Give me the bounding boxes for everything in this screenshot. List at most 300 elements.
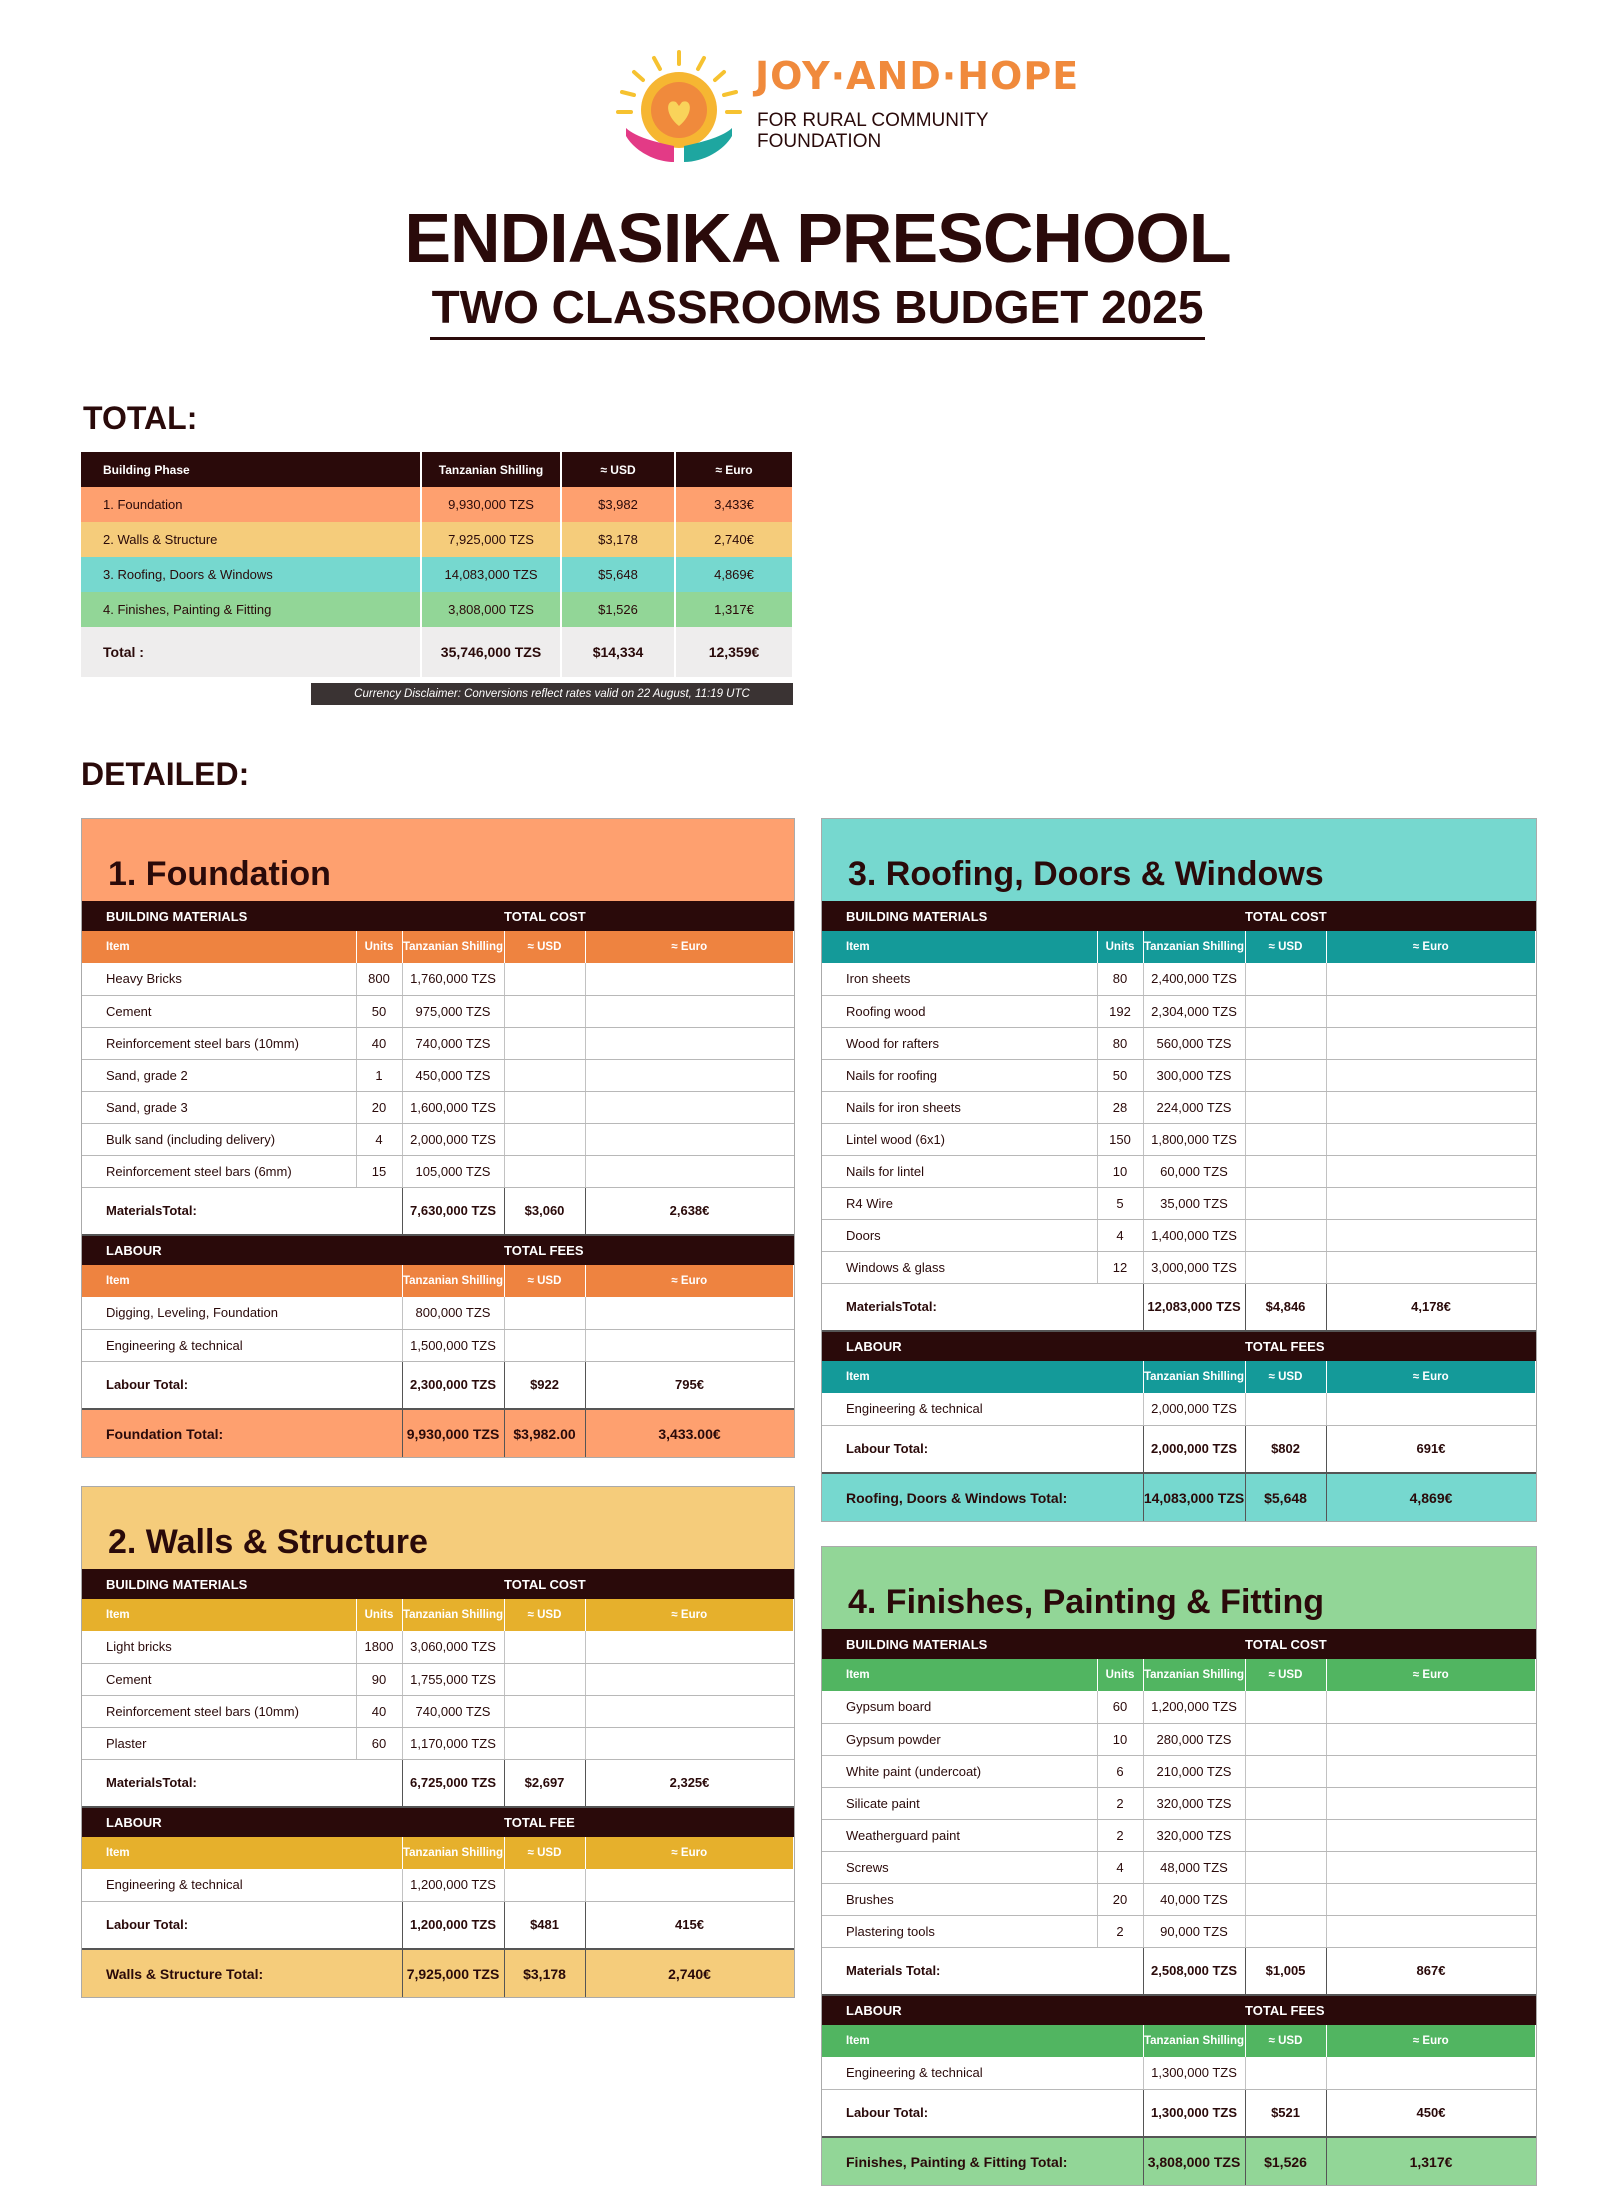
column-header: Item bbox=[822, 1361, 1143, 1393]
item-usd bbox=[1245, 995, 1326, 1027]
table-row bbox=[82, 995, 794, 1027]
materials-section-header bbox=[82, 901, 794, 931]
item-eur bbox=[1326, 1059, 1535, 1091]
labour-item-name: Engineering & technical bbox=[82, 1329, 402, 1361]
labour-label: LABOUR bbox=[822, 1331, 1245, 1361]
item-tzs: 48,000 TZS bbox=[1143, 1851, 1245, 1883]
summary-total-label: Total : bbox=[81, 627, 421, 677]
item-eur bbox=[585, 1631, 793, 1663]
column-header: Tanzanian Shilling bbox=[1143, 931, 1245, 963]
item-units: 15 bbox=[356, 1155, 402, 1187]
item-usd bbox=[1245, 1155, 1326, 1187]
labour-total-row bbox=[82, 1361, 794, 1409]
item-usd bbox=[1245, 1723, 1326, 1755]
summary-row bbox=[81, 592, 793, 627]
grand-total-eur: 3,433.00€ bbox=[585, 1409, 793, 1457]
item-units: 50 bbox=[356, 995, 402, 1027]
labour-column-header bbox=[822, 2025, 1536, 2057]
item-units: 10 bbox=[1097, 1723, 1143, 1755]
item-name: Gypsum powder bbox=[822, 1723, 1097, 1755]
table-row bbox=[822, 1251, 1536, 1283]
labour-total-eur: 691€ bbox=[1326, 1425, 1535, 1473]
labour-item-tzs: 1,300,000 TZS bbox=[1143, 2057, 1245, 2089]
materials-total-usd: $2,697 bbox=[504, 1759, 585, 1807]
item-name: Bulk sand (including delivery) bbox=[82, 1123, 356, 1155]
materials-cost-label: TOTAL COST bbox=[1245, 901, 1535, 931]
labour-item-tzs: 800,000 TZS bbox=[402, 1297, 504, 1329]
item-eur bbox=[585, 995, 793, 1027]
item-eur bbox=[585, 1091, 793, 1123]
grand-total-eur: 1,317€ bbox=[1326, 2137, 1535, 2185]
table-row bbox=[82, 1329, 794, 1361]
summary-header-cell: Building Phase bbox=[81, 452, 421, 487]
summary-cell-phase: 1. Foundation bbox=[81, 487, 421, 522]
summary-cell-phase: 3. Roofing, Doors & Windows bbox=[81, 557, 421, 592]
column-header: Tanzanian Shilling bbox=[1143, 1659, 1245, 1691]
item-name: Nails for lintel bbox=[822, 1155, 1097, 1187]
item-units: 2 bbox=[1097, 1787, 1143, 1819]
item-tzs: 210,000 TZS bbox=[1143, 1755, 1245, 1787]
item-tzs: 320,000 TZS bbox=[1143, 1819, 1245, 1851]
column-header: ≈ Euro bbox=[585, 1265, 793, 1297]
item-name: Reinforcement steel bars (10mm) bbox=[82, 1027, 356, 1059]
labour-item-tzs: 1,200,000 TZS bbox=[402, 1869, 504, 1901]
table-row bbox=[82, 1727, 794, 1759]
table-row bbox=[822, 1219, 1536, 1251]
summary-total-usd: $14,334 bbox=[561, 627, 675, 677]
item-tzs: 105,000 TZS bbox=[402, 1155, 504, 1187]
item-eur bbox=[1326, 1027, 1535, 1059]
item-tzs: 1,200,000 TZS bbox=[1143, 1691, 1245, 1723]
summary-cell-phase: 4. Finishes, Painting & Fitting bbox=[81, 592, 421, 627]
item-usd bbox=[1245, 963, 1326, 995]
labour-total-tzs: 2,000,000 TZS bbox=[1143, 1425, 1245, 1473]
column-header: ≈ USD bbox=[1245, 1659, 1326, 1691]
labour-total-label: Labour Total: bbox=[82, 1901, 402, 1949]
item-usd bbox=[1245, 1787, 1326, 1819]
materials-total-eur: 4,178€ bbox=[1326, 1283, 1535, 1331]
column-header: ≈ USD bbox=[504, 1265, 585, 1297]
materials-cost-label: TOTAL COST bbox=[504, 1569, 793, 1599]
labour-column-header bbox=[822, 1361, 1536, 1393]
labour-total-eur: 795€ bbox=[585, 1361, 793, 1409]
item-units: 4 bbox=[356, 1123, 402, 1155]
item-tzs: 3,000,000 TZS bbox=[1143, 1251, 1245, 1283]
table-row bbox=[822, 995, 1536, 1027]
materials-column-header bbox=[82, 1599, 794, 1631]
labour-cost-label: TOTAL FEES bbox=[1245, 1331, 1535, 1361]
item-name: Plastering tools bbox=[822, 1915, 1097, 1947]
item-units: 12 bbox=[1097, 1251, 1143, 1283]
labour-item-name: Engineering & technical bbox=[822, 1393, 1143, 1425]
item-units: 1 bbox=[356, 1059, 402, 1091]
labour-total-usd: $802 bbox=[1245, 1425, 1326, 1473]
labour-column-header bbox=[82, 1837, 794, 1869]
item-units: 2 bbox=[1097, 1915, 1143, 1947]
item-name: Cement bbox=[82, 995, 356, 1027]
summary-header-cell: ≈ USD bbox=[561, 452, 675, 487]
column-header: Tanzanian Shilling bbox=[402, 1837, 504, 1869]
labour-total-row bbox=[82, 1901, 794, 1949]
item-name: White paint (undercoat) bbox=[822, 1755, 1097, 1787]
labour-total-tzs: 1,300,000 TZS bbox=[1143, 2089, 1245, 2137]
labour-item-usd bbox=[504, 1869, 585, 1901]
labour-total-eur: 450€ bbox=[1326, 2089, 1535, 2137]
item-eur bbox=[585, 1695, 793, 1727]
column-header: Tanzanian Shilling bbox=[1143, 2025, 1245, 2057]
item-units: 1800 bbox=[356, 1631, 402, 1663]
item-units: 4 bbox=[1097, 1219, 1143, 1251]
column-header: ≈ Euro bbox=[1326, 1361, 1535, 1393]
item-units: 4 bbox=[1097, 1851, 1143, 1883]
section-card-foundation bbox=[81, 818, 795, 1458]
summary-header-row bbox=[81, 452, 793, 487]
item-name: Sand, grade 2 bbox=[82, 1059, 356, 1091]
labour-total-label: Labour Total: bbox=[822, 2089, 1143, 2137]
item-usd bbox=[1245, 1851, 1326, 1883]
column-header: ≈ Euro bbox=[585, 1837, 793, 1869]
summary-cell-tzs: 9,930,000 TZS bbox=[421, 487, 561, 522]
materials-total-tzs: 2,508,000 TZS bbox=[1143, 1947, 1245, 1995]
item-tzs: 1,400,000 TZS bbox=[1143, 1219, 1245, 1251]
section-title: 3. Roofing, Doors & Windows bbox=[822, 819, 1536, 901]
section-card-finishes bbox=[821, 1546, 1537, 2186]
item-eur bbox=[1326, 963, 1535, 995]
labour-cost-label: TOTAL FEES bbox=[1245, 1995, 1535, 2025]
item-tzs: 2,000,000 TZS bbox=[402, 1123, 504, 1155]
item-name: Weatherguard paint bbox=[822, 1819, 1097, 1851]
item-name: Roofing wood bbox=[822, 995, 1097, 1027]
materials-total-tzs: 6,725,000 TZS bbox=[402, 1759, 504, 1807]
foundation-logo bbox=[600, 40, 1080, 170]
summary-header-cell: ≈ Euro bbox=[675, 452, 793, 487]
item-tzs: 3,060,000 TZS bbox=[402, 1631, 504, 1663]
summary-cell-eur: 2,740€ bbox=[675, 522, 793, 557]
grand-total-label: Finishes, Painting & Fitting Total: bbox=[822, 2137, 1143, 2185]
section-grand-total-row bbox=[822, 1473, 1536, 1521]
section-title: 4. Finishes, Painting & Fitting bbox=[822, 1547, 1536, 1629]
column-header: ≈ USD bbox=[504, 1599, 585, 1631]
table-row bbox=[822, 1915, 1536, 1947]
table-row bbox=[822, 1723, 1536, 1755]
item-eur bbox=[1326, 1787, 1535, 1819]
table-row bbox=[822, 1155, 1536, 1187]
labour-total-eur: 415€ bbox=[585, 1901, 793, 1949]
item-eur bbox=[1326, 1723, 1535, 1755]
item-name: Windows & glass bbox=[822, 1251, 1097, 1283]
page-subtitle bbox=[0, 280, 1600, 334]
grand-total-usd: $3,178 bbox=[504, 1949, 585, 1997]
summary-row bbox=[81, 487, 793, 522]
summary-cell-tzs: 7,925,000 TZS bbox=[421, 522, 561, 557]
item-name: R4 Wire bbox=[822, 1187, 1097, 1219]
summary-cell-eur: 3,433€ bbox=[675, 487, 793, 522]
table-row bbox=[82, 1091, 794, 1123]
item-tzs: 2,400,000 TZS bbox=[1143, 963, 1245, 995]
item-tzs: 1,600,000 TZS bbox=[402, 1091, 504, 1123]
column-header: ≈ Euro bbox=[1326, 931, 1535, 963]
materials-label: BUILDING MATERIALS bbox=[822, 901, 1245, 931]
item-tzs: 35,000 TZS bbox=[1143, 1187, 1245, 1219]
section-table bbox=[822, 1629, 1536, 2185]
summary-header-cell: Tanzanian Shilling bbox=[421, 452, 561, 487]
materials-total-row bbox=[82, 1759, 794, 1807]
materials-column-header bbox=[82, 931, 794, 963]
item-eur bbox=[585, 1727, 793, 1759]
item-usd bbox=[1245, 1883, 1326, 1915]
table-row bbox=[82, 1027, 794, 1059]
item-tzs: 90,000 TZS bbox=[1143, 1915, 1245, 1947]
item-eur bbox=[1326, 1755, 1535, 1787]
item-eur bbox=[1326, 1155, 1535, 1187]
column-header: ≈ USD bbox=[1245, 931, 1326, 963]
labour-label: LABOUR bbox=[82, 1807, 504, 1837]
labour-item-name: Engineering & technical bbox=[82, 1869, 402, 1901]
item-tzs: 1,800,000 TZS bbox=[1143, 1123, 1245, 1155]
item-tzs: 560,000 TZS bbox=[1143, 1027, 1245, 1059]
item-units: 800 bbox=[356, 963, 402, 995]
labour-item-eur bbox=[1326, 2057, 1535, 2089]
summary-total-eur: 12,359€ bbox=[675, 627, 793, 677]
column-header: ≈ USD bbox=[504, 931, 585, 963]
grand-total-tzs: 14,083,000 TZS bbox=[1143, 1473, 1245, 1521]
labour-total-tzs: 2,300,000 TZS bbox=[402, 1361, 504, 1409]
item-units: 50 bbox=[1097, 1059, 1143, 1091]
item-usd bbox=[1245, 1251, 1326, 1283]
table-row bbox=[822, 1883, 1536, 1915]
column-header: Item bbox=[82, 1599, 356, 1631]
item-usd bbox=[504, 963, 585, 995]
item-name: Cement bbox=[82, 1663, 356, 1695]
table-row bbox=[82, 1155, 794, 1187]
item-usd bbox=[1245, 1219, 1326, 1251]
materials-cost-label: TOTAL COST bbox=[504, 901, 793, 931]
total-section-label: TOTAL: bbox=[83, 400, 198, 436]
table-row bbox=[822, 1091, 1536, 1123]
summary-row bbox=[81, 522, 793, 557]
page-subtitle-text: TWO CLASSROOMS BUDGET 2025 bbox=[430, 281, 1206, 340]
section-card-roofing bbox=[821, 818, 1537, 1522]
column-header: Item bbox=[82, 1265, 402, 1297]
table-row bbox=[82, 1869, 794, 1901]
materials-total-row bbox=[822, 1947, 1536, 1995]
item-eur bbox=[1326, 1915, 1535, 1947]
column-header: ≈ Euro bbox=[585, 1599, 793, 1631]
item-name: Silicate paint bbox=[822, 1787, 1097, 1819]
item-name: Reinforcement steel bars (6mm) bbox=[82, 1155, 356, 1187]
item-units: 60 bbox=[1097, 1691, 1143, 1723]
item-name: Iron sheets bbox=[822, 963, 1097, 995]
table-row bbox=[82, 963, 794, 995]
table-row bbox=[82, 1059, 794, 1091]
org-subtitle: FOR RURAL COMMUNITY FOUNDATION bbox=[757, 110, 989, 152]
column-header: Item bbox=[822, 2025, 1143, 2057]
org-name: JOY·AND·HOPE bbox=[755, 54, 1080, 98]
item-usd bbox=[504, 1091, 585, 1123]
labour-total-usd: $922 bbox=[504, 1361, 585, 1409]
item-eur bbox=[585, 1027, 793, 1059]
item-eur bbox=[585, 1059, 793, 1091]
materials-cost-label: TOTAL COST bbox=[1245, 1629, 1535, 1659]
item-tzs: 300,000 TZS bbox=[1143, 1059, 1245, 1091]
section-grand-total-row bbox=[822, 2137, 1536, 2185]
materials-label: BUILDING MATERIALS bbox=[82, 1569, 504, 1599]
column-header: Tanzanian Shilling bbox=[402, 931, 504, 963]
item-units: 2 bbox=[1097, 1819, 1143, 1851]
labour-total-row bbox=[822, 2089, 1536, 2137]
item-usd bbox=[504, 1695, 585, 1727]
materials-total-eur: 2,638€ bbox=[585, 1187, 793, 1235]
table-row bbox=[822, 1787, 1536, 1819]
summary-cell-usd: $5,648 bbox=[561, 557, 675, 592]
item-name: Brushes bbox=[822, 1883, 1097, 1915]
item-tzs: 1,760,000 TZS bbox=[402, 963, 504, 995]
item-name: Heavy Bricks bbox=[82, 963, 356, 995]
materials-column-header bbox=[822, 931, 1536, 963]
materials-total-usd: $1,005 bbox=[1245, 1947, 1326, 1995]
item-eur bbox=[1326, 1883, 1535, 1915]
column-header: Tanzanian Shilling bbox=[402, 1265, 504, 1297]
labour-item-name: Digging, Leveling, Foundation bbox=[82, 1297, 402, 1329]
column-header: ≈ Euro bbox=[585, 931, 793, 963]
summary-row bbox=[81, 557, 793, 592]
materials-section-header bbox=[822, 1629, 1536, 1659]
item-usd bbox=[1245, 1123, 1326, 1155]
section-grand-total-row bbox=[82, 1409, 794, 1457]
item-name: Gypsum board bbox=[822, 1691, 1097, 1723]
item-tzs: 280,000 TZS bbox=[1143, 1723, 1245, 1755]
item-name: Wood for rafters bbox=[822, 1027, 1097, 1059]
table-row bbox=[82, 1297, 794, 1329]
materials-label: BUILDING MATERIALS bbox=[82, 901, 504, 931]
item-usd bbox=[1245, 1059, 1326, 1091]
materials-column-header bbox=[822, 1659, 1536, 1691]
labour-total-usd: $521 bbox=[1245, 2089, 1326, 2137]
column-header: Item bbox=[822, 1659, 1097, 1691]
item-eur bbox=[585, 1663, 793, 1695]
item-name: Nails for iron sheets bbox=[822, 1091, 1097, 1123]
materials-section-header bbox=[82, 1569, 794, 1599]
table-row bbox=[822, 1691, 1536, 1723]
item-units: 40 bbox=[356, 1695, 402, 1727]
item-tzs: 1,170,000 TZS bbox=[402, 1727, 504, 1759]
item-name: Reinforcement steel bars (10mm) bbox=[82, 1695, 356, 1727]
materials-total-label: MaterialsTotal: bbox=[822, 1283, 1143, 1331]
item-units: 10 bbox=[1097, 1155, 1143, 1187]
materials-total-tzs: 12,083,000 TZS bbox=[1143, 1283, 1245, 1331]
labour-label: LABOUR bbox=[822, 1995, 1245, 2025]
materials-total-usd: $4,846 bbox=[1245, 1283, 1326, 1331]
summary-cell-usd: $3,178 bbox=[561, 522, 675, 557]
labour-column-header bbox=[82, 1265, 794, 1297]
item-tzs: 60,000 TZS bbox=[1143, 1155, 1245, 1187]
grand-total-label: Roofing, Doors & Windows Total: bbox=[822, 1473, 1143, 1521]
labour-total-usd: $481 bbox=[504, 1901, 585, 1949]
summary-cell-eur: 1,317€ bbox=[675, 592, 793, 627]
labour-total-label: Labour Total: bbox=[822, 1425, 1143, 1473]
table-row bbox=[82, 1663, 794, 1695]
labour-cost-label: TOTAL FEES bbox=[504, 1235, 793, 1265]
item-name: Plaster bbox=[82, 1727, 356, 1759]
item-units: 192 bbox=[1097, 995, 1143, 1027]
summary-total-row bbox=[81, 627, 793, 677]
labour-item-name: Engineering & technical bbox=[822, 2057, 1143, 2089]
grand-total-tzs: 3,808,000 TZS bbox=[1143, 2137, 1245, 2185]
item-name: Doors bbox=[822, 1219, 1097, 1251]
table-row bbox=[822, 1851, 1536, 1883]
item-eur bbox=[1326, 1691, 1535, 1723]
materials-section-header bbox=[822, 901, 1536, 931]
grand-total-label: Walls & Structure Total: bbox=[82, 1949, 402, 1997]
item-eur bbox=[585, 963, 793, 995]
materials-total-eur: 867€ bbox=[1326, 1947, 1535, 1995]
item-units: 6 bbox=[1097, 1755, 1143, 1787]
column-header: ≈ Euro bbox=[1326, 1659, 1535, 1691]
section-table bbox=[82, 901, 794, 1457]
item-units: 5 bbox=[1097, 1187, 1143, 1219]
item-units: 20 bbox=[1097, 1883, 1143, 1915]
summary-table bbox=[81, 452, 794, 677]
table-row bbox=[822, 1393, 1536, 1425]
labour-item-usd bbox=[504, 1297, 585, 1329]
labour-section-header bbox=[82, 1807, 794, 1837]
item-tzs: 740,000 TZS bbox=[402, 1695, 504, 1727]
table-row bbox=[82, 1631, 794, 1663]
item-name: Light bricks bbox=[82, 1631, 356, 1663]
table-row bbox=[82, 1123, 794, 1155]
item-usd bbox=[504, 1663, 585, 1695]
item-units: 80 bbox=[1097, 963, 1143, 995]
labour-item-usd bbox=[1245, 1393, 1326, 1425]
item-tzs: 1,755,000 TZS bbox=[402, 1663, 504, 1695]
labour-item-tzs: 1,500,000 TZS bbox=[402, 1329, 504, 1361]
grand-total-eur: 2,740€ bbox=[585, 1949, 793, 1997]
materials-total-label: Materials Total: bbox=[822, 1947, 1143, 1995]
sun-hands-logo-icon bbox=[614, 50, 744, 168]
item-eur bbox=[1326, 1187, 1535, 1219]
item-tzs: 450,000 TZS bbox=[402, 1059, 504, 1091]
column-header: ≈ USD bbox=[1245, 1361, 1326, 1393]
item-usd bbox=[1245, 1091, 1326, 1123]
column-header: Item bbox=[82, 931, 356, 963]
section-card-walls bbox=[81, 1486, 795, 1998]
item-eur bbox=[585, 1123, 793, 1155]
column-header: Tanzanian Shilling bbox=[1143, 1361, 1245, 1393]
item-usd bbox=[1245, 1027, 1326, 1059]
grand-total-label: Foundation Total: bbox=[82, 1409, 402, 1457]
column-header: Units bbox=[356, 1599, 402, 1631]
item-units: 80 bbox=[1097, 1027, 1143, 1059]
labour-total-row bbox=[822, 1425, 1536, 1473]
item-eur bbox=[1326, 1219, 1535, 1251]
item-tzs: 224,000 TZS bbox=[1143, 1091, 1245, 1123]
summary-cell-phase: 2. Walls & Structure bbox=[81, 522, 421, 557]
grand-total-usd: $1,526 bbox=[1245, 2137, 1326, 2185]
item-usd bbox=[504, 1123, 585, 1155]
column-header: Item bbox=[822, 931, 1097, 963]
item-units: 20 bbox=[356, 1091, 402, 1123]
table-row bbox=[822, 1123, 1536, 1155]
item-tzs: 320,000 TZS bbox=[1143, 1787, 1245, 1819]
item-usd bbox=[1245, 1691, 1326, 1723]
section-table bbox=[82, 1569, 794, 1997]
item-units: 40 bbox=[356, 1027, 402, 1059]
item-units: 60 bbox=[356, 1727, 402, 1759]
labour-item-usd bbox=[504, 1329, 585, 1361]
item-usd bbox=[1245, 1755, 1326, 1787]
column-header: ≈ Euro bbox=[1326, 2025, 1535, 2057]
labour-item-eur bbox=[585, 1329, 793, 1361]
